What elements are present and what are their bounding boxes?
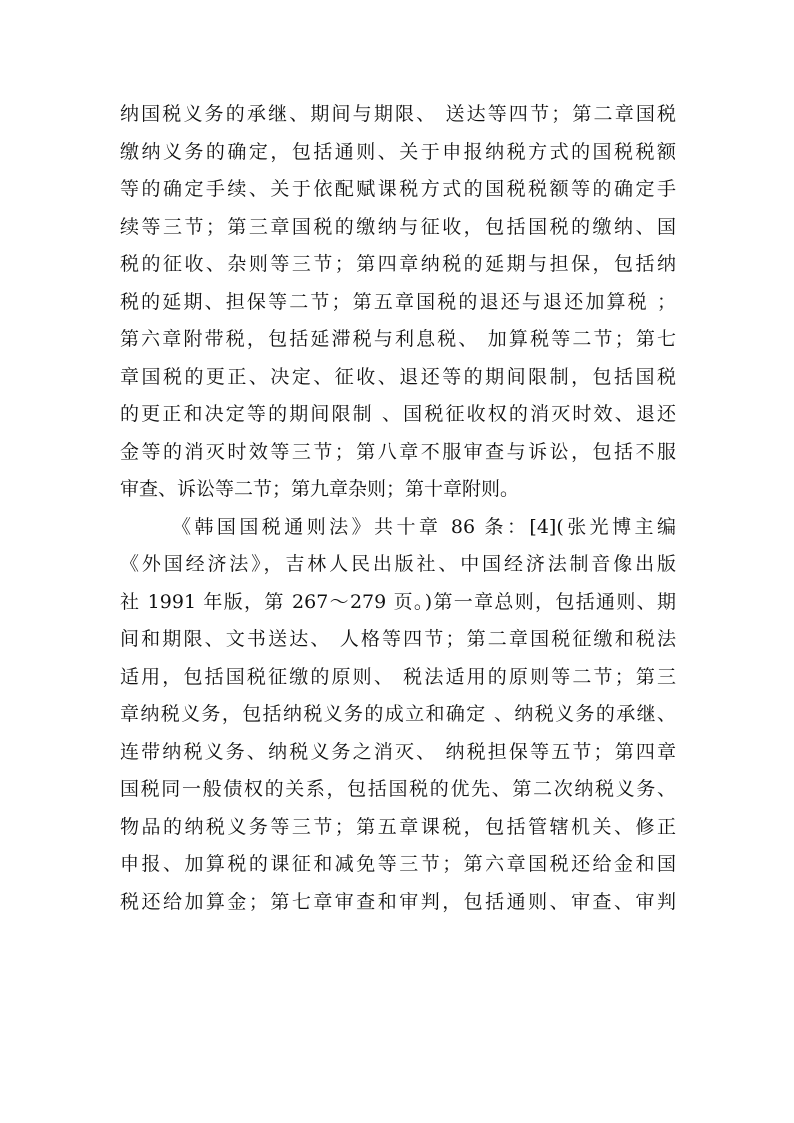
paragraph-2: [120, 509, 676, 922]
body-text: [120, 96, 676, 921]
text-line: 的更正和决定等的期间限制 、国税征收权的消灭时效、退还: [120, 403, 676, 425]
text-line: 章国税的更正、决定、征收、退还等的期间限制，包括国税: [120, 365, 676, 388]
text-line: 《外国经济法》，吉林人民出版社、中国经济法制音像出版: [120, 553, 676, 575]
text-line: 税还给加算金；第七章审查和审判，包括通则、审查、审判: [120, 890, 676, 913]
text-line: 间和期限、文书送达、 人格等四节；第二章国税征缴和税法: [120, 628, 676, 650]
text-line: 国税同一般债权的关系，包括国税的优先、第二次纳税义务、: [120, 778, 676, 800]
text-line: 连带纳税义务、纳税义务之消灭、 纳税担保等五节；第四章: [120, 740, 676, 763]
text-line: 金等的消灭时效等三节；第八章不服审查与诉讼，包括不服: [120, 440, 676, 463]
text-line: 税的延期、担保等二节；第五章国税的退还与退还加算税 ；: [120, 290, 676, 313]
text-line: 章纳税义务，包括纳税义务的成立和确定 、纳税义务的承继、: [120, 703, 676, 725]
text-line: 申报、加算税的课征和减免等三节；第六章国税还给金和国: [120, 853, 676, 875]
text-line: 《韩国国税通则法》共十章 86 条：[4](张光博主编: [172, 515, 676, 538]
text-line: 续等三节；第三章国税的缴纳与征收，包括国税的缴纳、国: [120, 215, 676, 238]
text-line: 适用，包括国税征缴的原则、 税法适用的原则等二节；第三: [120, 665, 676, 688]
text-line: 物品的纳税义务等三节；第五章课税，包括管辖机关、修正: [120, 815, 676, 838]
text-line: 纳国税义务的承继、期间与期限、 送达等四节；第二章国税: [120, 103, 676, 125]
text-line: 等的确定手续、关于依配赋课税方式的国税税额等的确定手: [120, 178, 676, 200]
text-line: 缴纳义务的确定，包括通则、关于申报纳税方式的国税税额: [120, 140, 676, 163]
paragraph-1: [120, 96, 676, 509]
text-line: 税的征收、杂则等三节；第四章纳税的延期与担保，包括纳: [120, 253, 676, 275]
text-line: 社 1991 年版，第 267～279 页。)第一章总则，包括通则、期: [120, 590, 676, 613]
text-line: 审查、诉讼等二节；第九章杂则；第十章附则。: [120, 478, 520, 500]
text-line: 第六章附带税，包括延滞税与利息税、 加算税等二节；第七: [120, 328, 676, 350]
